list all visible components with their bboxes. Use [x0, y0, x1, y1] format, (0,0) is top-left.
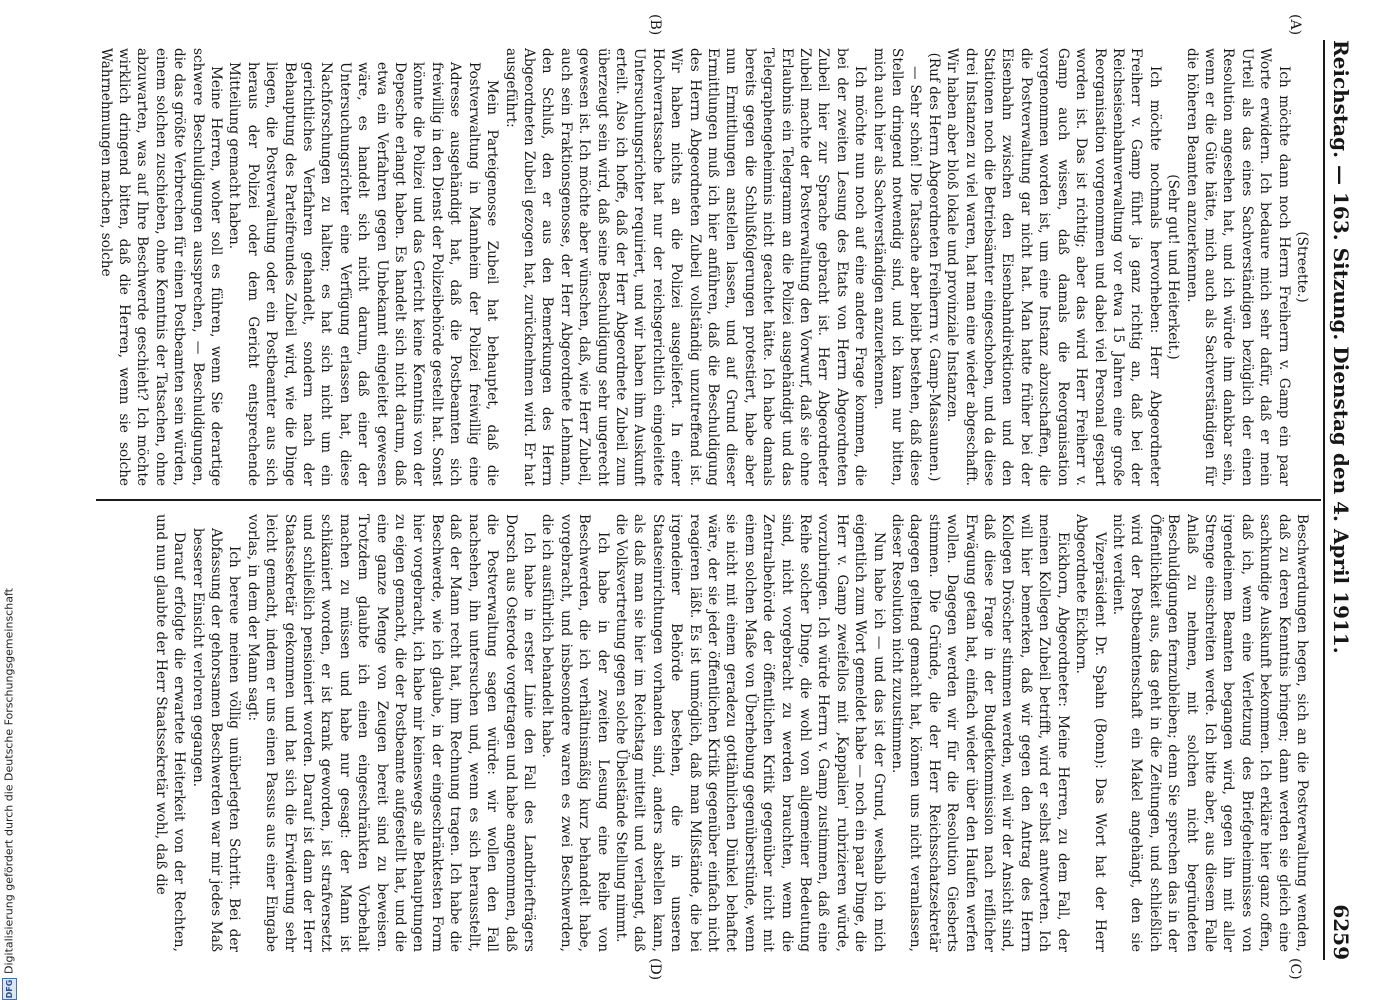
column-divider: [96, 499, 1321, 501]
header-page-number: 6259: [1329, 904, 1353, 960]
credit-text: Digitalisierung gefördert durch die Deutsche Forschungsgemeinschaft: [2, 588, 16, 974]
paragraph: Ich habe in erster Linie den Fall des Landbriefträgers Dorsch aus Osterode vorgetragen und habe angenommen, daß die Postverwaltung sagen würde: wir wollen den Fall nachsehen, ihn untersuchen und, wenn es sich herausstellt, daß der Mann recht hat, ihm Rechnung tragen. Ich habe die Beschwerde, wie ich glaube, in der eingeschränktesten Form hier vorgebracht, ich habe mir keineswegs alle Behauptungen zu eigen gemacht, die der Postbeamte aufgestellt hat, und die eine ganze Menge von Zeugen bereit sind zu beweisen. Trotzdem glaubte ich einen eingeschränkten Vorbehalt machen zu müssen und habe nur gesagt: der Mann ist schikaniert worden, er ist krank geworden, ist strafversetzt und schließlich pensioniert worden. Darauf ist dann der Herr Staatssekretär gekommen und hat sich die Erwiderung sehr leicht gemacht, indem er uns einen Passus aus einer Eingabe vorlas, in dem der Mann sagt:: [244, 514, 537, 952]
right-column: [96, 514, 1311, 952]
paragraph-chair: Vizepräsident Dr. Spahn (Bonn): Das Wort hat der Herr Abgeordnete Eickhorn.: [1073, 514, 1108, 952]
paragraph: Ich habe in der zweiten Lesung eine Reihe von Beschwerden, die ich verhältnismäßig kurz behandelt habe, vorgebracht, und insbesondere waren es zwei Beschwerden, die ich ausführlich behandelt habe.: [539, 514, 611, 952]
margin-marker-b: (B): [647, 14, 663, 36]
paragraph: Darauf erfolgte die erwartete Heiterkeit von der Rechten, und nun glaubte der Herr Staatssekretär wohl, daß die: [152, 514, 188, 952]
header-chamber-session: Reichstag. — 163. Sitzung.: [1329, 40, 1353, 341]
interjection: (Ruf des Herrn Abgeordneten Freiherrn v. Gamp-Massaunen.): [925, 52, 942, 482]
paragraph: Ich möchte nochmals hervorheben: Herr Abgeordneter Freiherr v. Gamp führt ja ganz richtig an, daß bei der Reichseisenbahnverwaltung vor etwa 15 Jahren eine große Reorganisation vorgenommen und dabei viel Personal gespart worden ist. Das ist richtig; aber das wird Herr Freiherr v. Gamp auch wissen, daß damals die Reorganisation vorgenommen worden ist, um eine Instanz abzuschaffen, die die Postverwaltung gar nicht hat. Man hatte früher bei der Eisenbahn zwischen den Eisenbahndirektionen und den Stationen noch die Betriebsämter eingeschoben, und da diese drei Instanzen zu viel waren, hat man eine wieder abgeschafft. Wir haben aber bloß lokale und provinziale Instanzen.: [944, 48, 1163, 486]
header-date: Dienstag den 4. April 1911.: [1329, 346, 1353, 654]
dfg-logo-icon: DFG: [2, 978, 17, 1000]
paragraph: Meine Herren, woher soll es führen, wenn Sie derartige schwere Beschuldigungen aussprechen, — Beschuldigungen, die das größte Verbrechen für einen Postbeamten sein würden, einem solchen zuschieben, ohne Kenntnis der Tatsachen, ohne abzuwarten, was auf Ihre Beschwerde geschieht? Ich möchte wirklich dringend bitten, daß die Herren, wenn sie solche Wahrnehmungen machen, solche: [97, 48, 225, 486]
paragraph: — Sehr schön! Die Tatsache aber bleibt bestehen, daß diese Stellen dringend notwendig sind, und ich kann nur bitten, mich auch hier als Sachverständigen anzuerkennen.: [870, 48, 924, 486]
paragraph: Beschwerdungen hegen, sich an die Postverwaltung wenden, daß zu deren Kenntnis bringen; dann werden sie gleich eine sachkundige Auskunft bekommen. Ich erkläre hier ganz offen, daß ich, wenn eine Verletzung des Briefgeheimnisses von irgendeinem Beamten begangen wird, gegen ihn mit aller Strenge einschreiten werde. Ich bitte aber, aus diesem Falle Anlaß zu nehmen, mit solchen nicht begründeten Beschuldigungen fernzubleiben; denn Sie sprechen das in der Öffentlichkeit aus, das geht in die Zeitungen, und schließlich wird der Postbeamtenschaft ein Makel angehängt, den sie nicht verdient.: [1109, 514, 1310, 952]
interjection: (Sehr gut! und Heiterkeit.): [1165, 174, 1182, 360]
page-header: [1323, 40, 1355, 960]
paragraph: Nun habe ich — und das ist der Grund, weshalb ich mich eigentlich zum Wort gemeldet habe — noch ein paar Dinge, die Herr v. Gamp zweifellos mit ‚Kappalien' rubrizieren würde, vorzubringen. Ich würde Herrn v. Gamp zustimmen, daß eine Reihe solcher Dinge, die wohl von allgemeiner Bedeutung sind, nicht vorgebracht zu werden brauchten, wenn die Zentralbehörde der öffentlichen Kritik gegenüber nicht mit einem solchen Maße von Überhebung gegenüberstünde, wenn sie nicht mit einem geradezu gottähnlichen Dünkel behaftet wäre, der sie jeder öffentlichen Kritik gegenüber einfach nicht reagieren läßt. Es ist unmöglich, daß man Mißstände, die bei irgendeiner Behörde bestehen, die in unseren Staatseinrichtungen vorhanden sind, anders abstellen kann, als daß man sie hier im Reichstag mitteilt und verlangt, daß die Volksvertretung gegen solche Übelstände Stellung nimmt.: [612, 514, 887, 952]
left-column: [96, 48, 1311, 486]
paragraph: Ich möchte dann noch Herrn Freiherrn v. Gamp ein paar Worte erwidern. Ich bedaure mich sehr dafür, daß er mein Urteil als das eines Sachverständigen bezüglich der einen Resolution angesehen hat, und ich würde ihm dankbar sein, wenn er die Güte hätte, mich auch als Sachverständigen für die höheren Beamten anzuerkennen.: [1183, 48, 1292, 486]
margin-marker-d: (D): [647, 958, 663, 981]
digitization-credit: [2, 240, 22, 1000]
paragraph-speaker: Eickhorn, Abgeordneter: Meine Herren, zu dem Fall, der meinen Kollegen Zubeil betrifft, wird er selbst antworten. Ich will hier bemerken, daß wir gegen den Antrag des Herrn Kollegen Dröscher stimmen werden, weil wir der Ansicht sind, daß diese Frage in der Budgetkommission nach reiflicher Erwägung getan hat, einfach wieder über den Haufen werfen wollen. Dagegen werden wir für die Resolution Giesberts stimmen. Die Gründe, die der Herr Reichsschatzsekretär dagegen geltend gemacht hat, können uns nicht veranlassen, dieser Resolution nicht zuzustimmen.: [889, 514, 1071, 952]
margin-marker-c: (C): [1287, 958, 1303, 980]
margin-marker-a: (A): [1287, 14, 1303, 36]
quotation: Mein Parteigenosse Zubeil hat behauptet, daß die Postverwaltung in Mannheim der Polizei freiwillig eine Adresse ausgehändigt hat, daß die Postbeamten sich freiwillig in den Dienst der Polizeibehörde gestellt hat. Sonst könnte die Polizei und das Gericht keine Kenntnis von der Depesche erlangt haben. Es handelt sich nicht darum, daß etwa ein Verfahren gegen Unbekannt eingeleitet gewesen wäre, es handelt sich nicht darum, daß einer der Untersuchungsrichter eine Verfügung erlassen hat, diese Nachforschungen zu halten; es hat sich nicht um ein gerichtliches Verfahren gehandelt, sondern nach der Behauptung des Parteifreundes Zubeil wird, wie die Dinge liegen, die Postverwaltung oder ein Postbeamter aus sich heraus der Polizei oder dem Gericht entsprechende Mitteilung gemacht haben.: [226, 62, 501, 486]
quotation: Ich bereue meinen völlig unüberlegten Schritt. Bei der Abfassung der gehorsamen Beschwerden war mir jedes Maß besserer Einsicht verloren gegangen.: [189, 528, 243, 952]
speaker-name: (Streette.): [1294, 231, 1310, 303]
paragraph: Ich möchte nun noch auf eine andere Frage kommen, die bei der zweiten Lesung des Etats von Herrn Abgeordneten Zubeil hier zur Sprache gebracht ist. Herr Abgeordneter Zubeil machte der Postverwaltung den Vorwurf, daß sie ohne Erlaubnis ein Telegramm an die Polizei ausgehändigt und das Telegraphengeheimnis nicht geachtet hätte. Ich habe damals bereits gegen die Schlußfolgerungen protestiert, habe aber nun Ermittlungen anstellen lassen, und auf Grund dieser Ermittlungen muß ich hier anführen, daß die Beschuldigung des Herrn Abgeordneten Zubeil vollständig unzutreffend ist. Wir haben nichts an die Polizei ausgeliefert. In einer Hochverratssache hat nur der reichsgerichtlich eingeleitete Untersuchungsrichter requiriert, und wir haben ihm Auskunft erteilt. Also ich hoffe, daß der Herr Abgeordnete Zubeil zum überzeugt sein wird, daß seine Beschuldigung sehr ungerecht gewesen ist. Ich möchte aber wünschen, daß, wie Herr Zubeil, auch sein Fraktionsgenosse, der Herr Abgeordnete Lehmann, den Schluß, den er aus den Bemerkungen des Herrn Abgeordneten Zubeil gezogen hat, zurücknehmen wird. Er hat ausgeführt:: [502, 48, 869, 486]
